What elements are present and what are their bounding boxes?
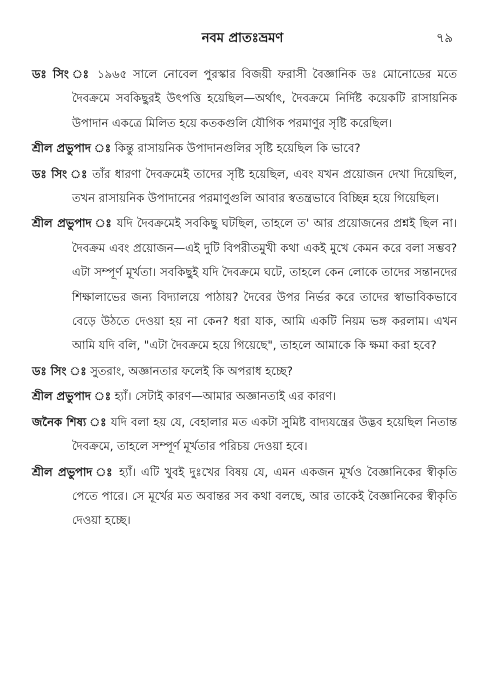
paragraph-text: ১৯৬৫ সালে নোবেল পুরস্কার বিজয়ী ফরাসী বৈজ্ঞানিক ডঃ মোনোডের মতে দৈবক্রমে সবকিছুরই উৎপত্তি হয়েছিল—অর্থাৎ, দৈবক্রমে নির্দিষ্ট কয়েকটি রাসায়নিক উপাদান একত্রে মিলিত হয়ে কতকগুলি যৌগিক পরমাণুর সৃষ্টি করেছিল। [72,67,458,130]
dialogue-paragraph [32,136,457,160]
dialogue-paragraph [32,460,457,533]
speaker-label: শ্রীল প্রভুপাদ ঃ [32,141,111,156]
paragraph-text: যদি দৈবক্রমেই সবকিছু ঘটছিল, তাহলে ত' আর প্রয়োজনের প্রশ্নই ছিল না। দৈবক্রম এবং প্রয়োজন—এই দুটি বিপরীতমুখী কথা একই মুখে কেমন করে বলা সম্ভব? এটা সম্পূর্ণ মূর্খতা। সবকিছুই যদি দৈবক্রমে ঘটে, তাহলে কেন লোকে তাদের সন্তানদের শিক্ষালাভের জন্য বিদ্যালয়ে পাঠায়? দৈবের উপর নির্ভর করে তাদের স্বাভাবিকভাবে বেড়ে উঠতে দেওয়া হয় না কেন? ধরা যাক, আমি একটি নিয়ম ভঙ্গ করলাম। এখন আমি যদি বলি, "এটা দৈবক্রমে হয়ে গিয়েছে", তাহলে আমাকে কি ক্ষমা করা হবে? [72,216,457,353]
speaker-label: ডঃ সিং ঃ [32,67,92,81]
running-header [32,28,453,50]
paragraph-text: কিন্তু রাসায়নিক উপাদানগুলির সৃষ্টি হয়েছিল কি ভাবে? [114,141,361,156]
speaker-label: শ্রীল প্রভুপাদ ঃ [32,389,111,404]
chapter-title: নবম প্রাতঃভ্রমণ [201,31,284,46]
dialogue-paragraph [32,410,457,459]
dialogue-paragraph [32,211,457,357]
speaker-label: জনৈক শিষ্য ঃ [32,414,107,429]
speaker-label: শ্রীল প্রভুপাদ ঃ [32,464,114,479]
paragraph-text: সুতরাং, অজ্ঞানতার ফলেই কি অপরাধ হচ্ছে? [90,363,293,378]
dialogue-paragraph [32,62,457,135]
paragraph-text: যদি বলা হয় যে, বেহালার মত একটা সুমিষ্ট বাদ্যযন্ত্রের উদ্ভব হয়েছিল নিতান্ত দৈবক্রমে, তাহলে সম্পূর্ণ মূর্খতার পরিচয় দেওয়া হবে। [72,414,458,454]
paragraph-text: তাঁর ধারণা দৈবক্রমেই তাদের সৃষ্টি হয়েছিল, এবং যখন প্রয়োজন দেখা দিয়েছিল, তখন রাসায়নিক উপাদানের পরমাণুগুলি আবার স্বতন্ত্রভাবে বিচ্ছিন্ন হয়ে গিয়েছিল। [72,166,457,206]
speaker-label: ডঃ সিং ঃ [32,166,88,181]
paragraph-text: হ্যাঁ। সেটাই কারণ—আমার অজ্ঞানতাই এর কারণ। [114,389,337,404]
paragraph-text: হ্যাঁ। এটি খুবই দুঃখের বিষয় যে, এমন একজন মূর্খও বৈজ্ঞানিকের স্বীকৃতি পেতে পারে। সে মূর্খের মত অবান্তর সব কথা বলছে, আর তাকেই বৈজ্ঞানিকের স্বীকৃতি দেওয়া হচ্ছে। [72,464,458,528]
dialogue-paragraph [32,359,457,383]
speaker-label: ডঃ সিং ঃ [32,363,87,378]
dialogue-text [32,62,457,669]
dialogue-paragraph [32,162,457,211]
page-number: ৭৯ [436,31,453,46]
dialogue-paragraph [32,384,457,408]
speaker-label: শ্রীল প্রভুপাদ ঃ [32,216,113,231]
